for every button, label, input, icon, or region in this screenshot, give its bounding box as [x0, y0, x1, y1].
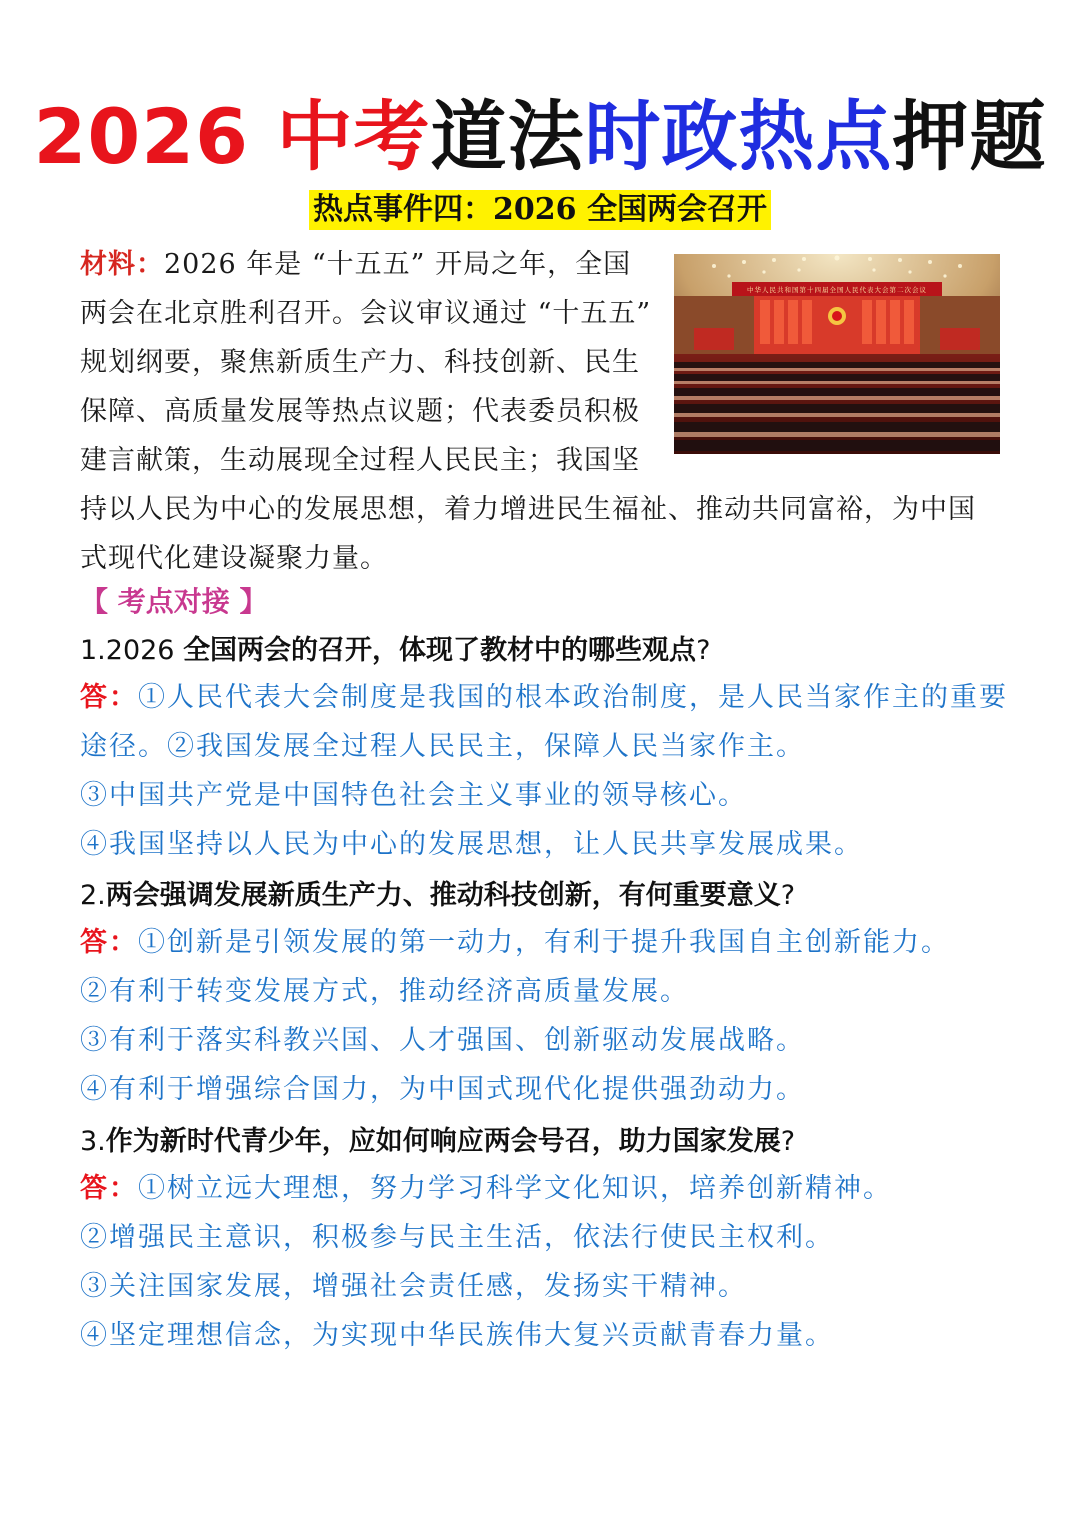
event-subtitle: 热点事件四：2026 全国两会召开 [309, 190, 771, 230]
title-yati: 押题 [892, 92, 1047, 181]
question-3 [80, 1120, 1010, 1164]
answer-2-text-3: ③有利于落实科教兴国、人才强国、创新驱动发展战略。 [80, 1025, 805, 1056]
answer-2 [80, 918, 1010, 1114]
congress-hall-photo [674, 254, 1000, 454]
question-1-block [80, 629, 1010, 869]
question-3-text: 作为新时代青少年，应如何响应两会号召，助力国家发展 [105, 1126, 781, 1157]
question-2 [80, 874, 1010, 918]
congress-hall-illustration [674, 254, 1000, 454]
question-3-block [80, 1120, 1010, 1360]
answer-3-text-4: ④坚定理想信念，为实现中华民族伟大复兴贡献青春力量。 [80, 1320, 834, 1351]
question-1 [80, 629, 1010, 673]
answer-1-label: 答： [80, 682, 138, 713]
answer-1 [80, 673, 1010, 869]
answer-2-text-1: ①创新是引领发展的第一动力，有利于提升我国自主创新能力。 [138, 927, 950, 958]
material-text: 2026 年是 “十五五” 开局之年，全国两会在北京胜利召开。会议审议通过 “十五五” 规划纲要，聚焦新质生产力、科技创新、民生保障、高质量发展等热点议题；代表委员积极建言献策，生动展现全过程人民民主；我国坚持以人民为中心的发展思想，着力增进民生福祉、推动共同富裕，为中国式现代化建设凝聚力量。 [80, 249, 976, 574]
material-label: 材料： [80, 249, 164, 280]
title-daofa: 道法 [430, 92, 585, 181]
answer-2-line-1 [80, 918, 1010, 967]
question-2-number: 2. [80, 880, 106, 911]
answer-1-line-1 [80, 673, 1010, 771]
material-block [80, 240, 1000, 583]
answer-2-text-2: ②有利于转变发展方式，推动经济高质量发展。 [80, 976, 689, 1007]
question-2-mark: ? [780, 880, 796, 911]
answer-3-text-1: ①树立远大理想，努力学习科学文化知识，培养创新精神。 [138, 1173, 892, 1204]
question-1-text: 全国两会的召开，体现了教材中的哪些观点 [183, 635, 697, 666]
question-2-block [80, 874, 1010, 1114]
title-year: 2026 [33, 92, 277, 181]
question-3-number: 3. [80, 1126, 106, 1157]
answer-1-text-1: ①人民代表大会制度是我国的根本政治制度，是人民当家作主的重要途径。②我国发展全过程人民民主，保障人民当家作主。 [80, 682, 1008, 762]
answer-2-label: 答： [80, 927, 138, 958]
title-zhongkao: 中考 [276, 92, 431, 181]
answer-3-label: 答： [80, 1173, 138, 1204]
answer-1-text-3: ④我国坚持以人民为中心的发展思想，让人民共享发展成果。 [80, 829, 863, 860]
title-shizheng: 时政热点 [584, 92, 893, 181]
answer-3-text-2: ②增强民主意识，积极参与民主生活，依法行使民主权利。 [80, 1222, 834, 1253]
answer-2-text-4: ④有利于增强综合国力，为中国式现代化提供强劲动力。 [80, 1074, 805, 1105]
answer-3 [80, 1164, 1010, 1360]
question-1-mark: ? [696, 635, 711, 666]
stage-banner-text: 中华人民共和国第十四届全国人民代表大会第二次会议 [747, 286, 927, 294]
section-label: 【 考点对接 】 [80, 585, 268, 618]
page-title [0, 92, 1080, 182]
question-2-text: 两会强调发展新质生产力、推动科技创新，有何重要意义 [105, 880, 781, 911]
question-3-mark: ? [780, 1126, 796, 1157]
answer-1-text-2: ③中国共产党是中国特色社会主义事业的领导核心。 [80, 780, 747, 811]
answer-3-text-3: ③关注国家发展，增强社会责任感，发扬实干精神。 [80, 1271, 747, 1302]
answer-3-line-1 [80, 1164, 1010, 1213]
subtitle-row [0, 190, 1080, 230]
question-1-number: 1.2026 [80, 635, 184, 666]
